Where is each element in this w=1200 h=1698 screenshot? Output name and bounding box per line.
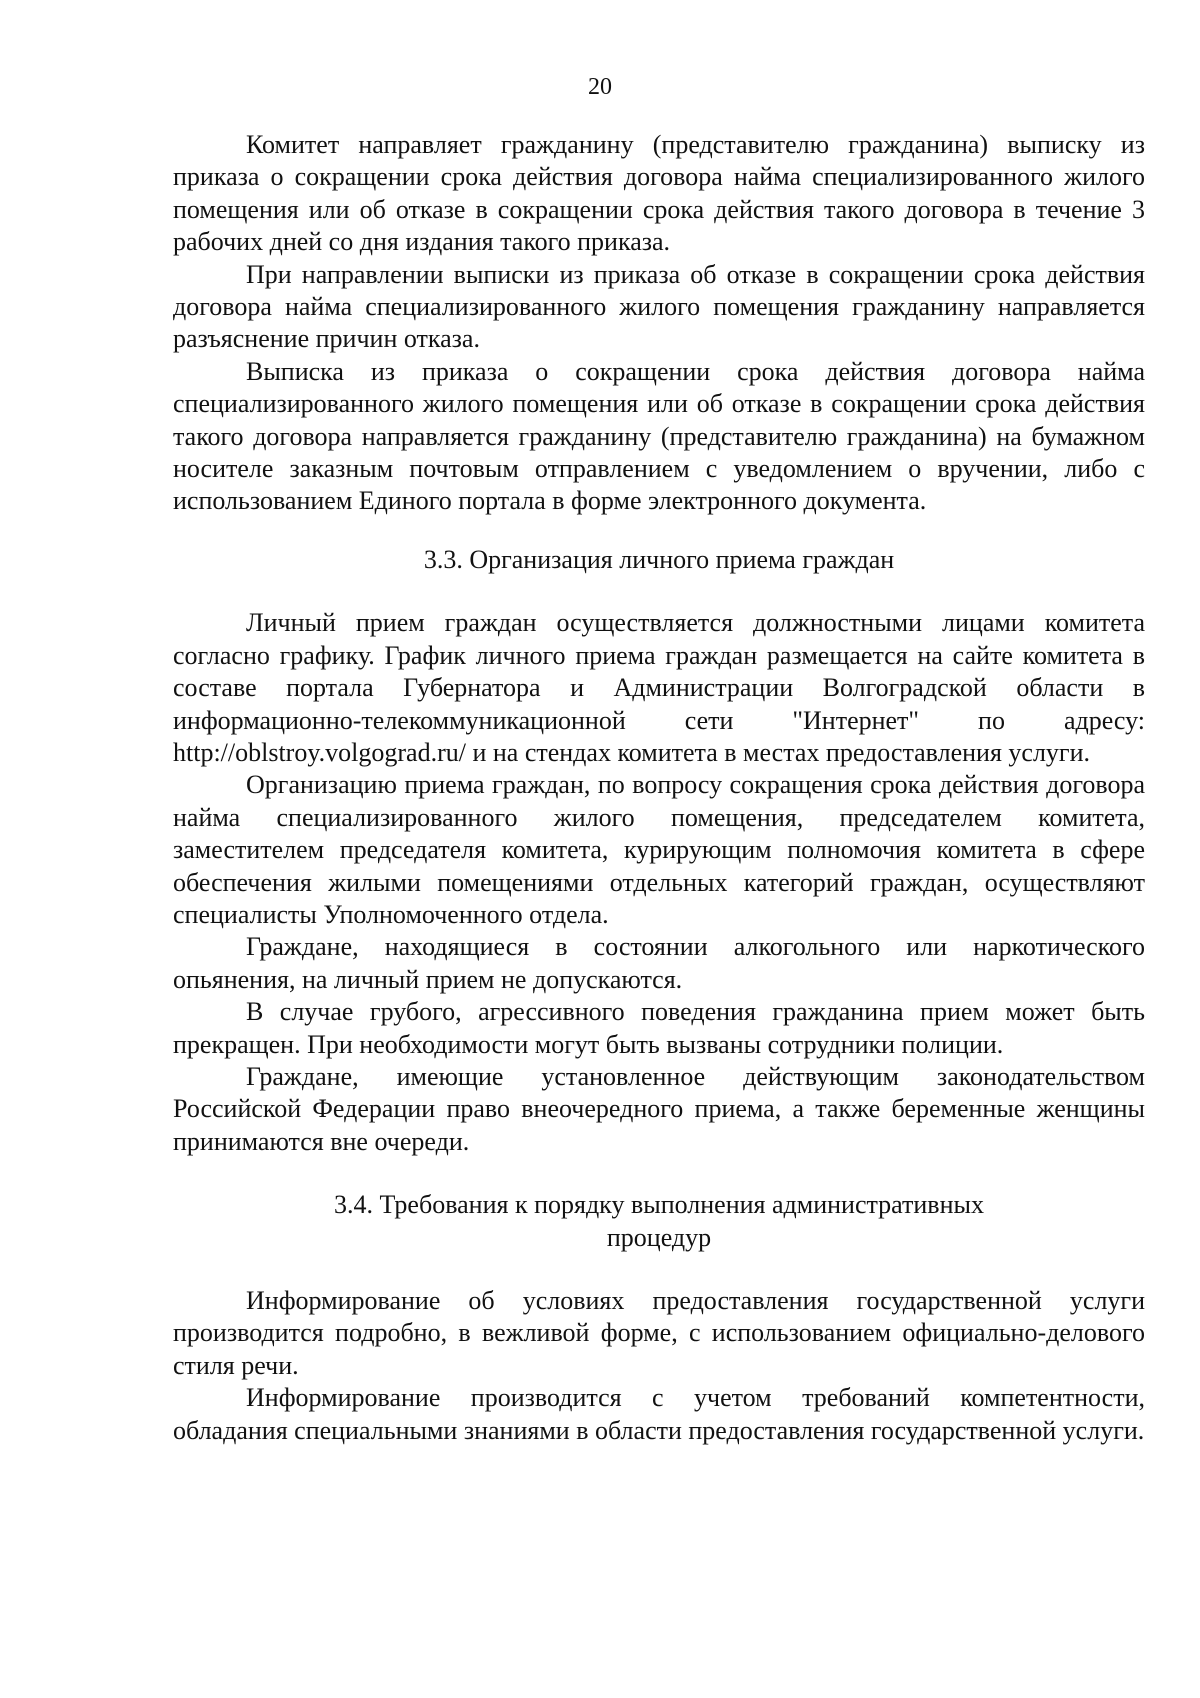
section-heading-3-4: 3.4. Требования к порядку выполнения административных процедур: [334, 1190, 984, 1252]
paragraph: Информирование об условиях предоставления государственной услуги производится подробно, в вежливой форме, с использованием официально-делового стиля речи.: [173, 1286, 1145, 1380]
paragraph: В случае грубого, агрессивного поведения гражданина прием может быть прекращен. При необходимости могут быть вызваны сотрудники полиции.: [173, 997, 1145, 1059]
section-heading-wrap: [279, 1189, 1039, 1254]
spacer: [173, 1158, 1145, 1189]
spacer: [173, 1254, 1145, 1285]
paragraph: Граждане, находящиеся в состоянии алкогольного или наркотического опьянения, на личный прием не допускаются.: [173, 932, 1145, 994]
section-heading-3-3: 3.3. Организация личного приема граждан: [423, 544, 895, 574]
spacer: [173, 576, 1145, 607]
paragraph: Граждане, имеющие установленное действующим законодательством Российской Федерации право внеочередного приема, а также беременные женщины принимаются вне очереди.: [173, 1061, 1145, 1156]
spacer: [173, 518, 1145, 544]
paragraph: Личный прием граждан осуществляется должностными лицами комитета согласно графику. График личного приема граждан размещается на сайте комитета в составе портала Губернатора и Администрации Волгоградской области в информационно-телекоммуникационной сети "Интернет" по адресу: http://oblstroy.volgograd.ru/ и на стендах комитета в местах предоставления услуги.: [173, 608, 1145, 767]
paragraph: Выписка из приказа о сокращении срока действия договора найма специализированного жилого помещения или об отказе в сокращении срока действия такого договора направляется гражданину (представителю гражданина) на бумажном носителе заказным почтовым отправлением с уведомлением о вручении, либо с использованием Единого портала в форме электронного документа.: [173, 356, 1145, 516]
paragraph: Информирование производится с учетом требований компетентности, обладания специальными знаниями в области предоставления государственной услуги.: [173, 1383, 1145, 1445]
page-number: 20: [588, 74, 612, 100]
page-content: [173, 129, 1145, 1447]
paragraph: Комитет направляет гражданину (представителю гражданина) выписку из приказа о сокращении срока действия договора найма специализированного жилого помещения или об отказе в сокращении срока действия такого договора в течение 3 рабочих дней со дня издания такого приказа.: [173, 130, 1145, 257]
paragraph: При направлении выписки из приказа об отказе в сокращении срока действия договора найма специализированного жилого помещения гражданину направляется разъяснение причин отказа.: [173, 259, 1145, 354]
paragraph: Организацию приема граждан, по вопросу сокращения срока действия договора найма специализированного жилого помещения, председателем комитета, заместителем председателя комитета, курирующим полномочия комитета в сфере обеспечения жилыми помещениями отдельных категорий граждан, осуществляют специалисты Уполномоченного отдела.: [173, 770, 1145, 929]
